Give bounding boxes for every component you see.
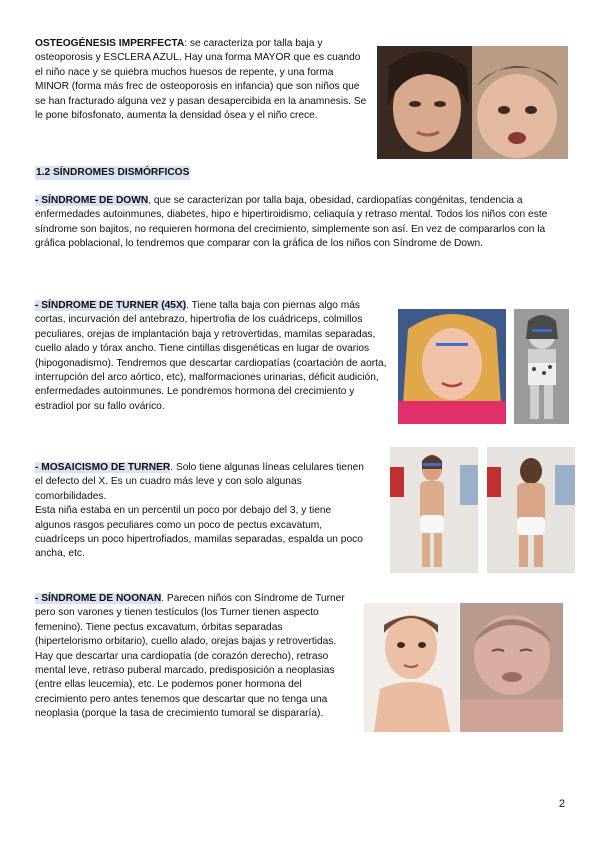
oi-body: : se caracteriza por talla baja y osteoporosis y ESCLERA AZUL. Hay una forma MAYOR que es cuando el niño nace y se quiebra muchos huesos de repente, y una forma MINOR (forma más frec de osteoporosis en infancia) que son niños que se han fracturado alguna vez y pasan desapercibida en la anamnesis. Se le pone bifosfonato, aumenta la densidad ósea y el niño crece.: [35, 38, 367, 122]
mosaic-paragraph: [35, 461, 369, 562]
page-number: 2: [558, 798, 565, 810]
noonan-photo-infant: [460, 603, 563, 732]
mosaic-title: - MOSAICISMO DE TURNER: [35, 462, 171, 473]
down-body: , que se caracterizan por talla baja, obesidad, cardiopatías congénitas, tendencia a enfermedades autoinmunes, diabetes, hipo e hipertiroidismo, celiaquía y retraso mental. Todos los niños con este síndrome son bajitos, no requieren hormona del crecimiento, simplemente son así. En vez de compararlos con la gráfica poblacional, lo tendremos que comparar con la gráfica de los niños con Síndrome de Down.: [35, 195, 548, 250]
mosaic-photo-back: [487, 447, 575, 573]
oi-title: OSTEOGÉNESIS IMPERFECTA: [35, 38, 185, 49]
mosaic-body: . Solo tiene algunas líneas celulares tienen el defecto del X. Es un cuadro más leve y con solo algunas comorbilidades.: [35, 462, 364, 502]
down-paragraph: [35, 194, 567, 252]
oi-photo-mother-child: [377, 46, 568, 159]
mosaic-body-2: Esta niña estaba en un percentil un poco por debajo del 3, y tiene algunos rasgos peculiares como un poco de pectus excavatum, cuadríceps un poco hipertrofiados, mamilas separadas, espalda un poco ancha, etc.: [35, 505, 363, 560]
mosaic-photo-front: [390, 447, 478, 573]
turner-paragraph: [35, 299, 391, 414]
down-title: - SÍNDROME DE DOWN: [35, 195, 149, 206]
turner-photo-body: [514, 309, 569, 424]
oi-paragraph: [35, 37, 370, 123]
noonan-title: - SÍNDROME DE NOONAN: [35, 593, 162, 604]
turner-title: - SÍNDROME DE TURNER (45X): [35, 300, 187, 311]
noonan-photo-boy: [364, 603, 459, 732]
turner-body: . Tiene talla baja con piernas algo más cortas, incurvación del antebrazo, hipertrofia de los cuádriceps, colmillos peculiares, orejas de implantación baja y retrovertidas, mamilas separadas, cuello alado y tórax ancho. Tiene cintillas disgenéticas en lugar de ovarios (hipogonadismo). Tendremos que descartar cardiopatías (coartación de aorta, interrupción del arco aórtico, etc), malformaciones urinarias, déficit audición, enfermedades autoinmunes. Le pondremos hormona del crecimiento y estradiol por su fallo ovárico.: [35, 300, 387, 412]
section-heading: 1.2 SÍNDROMES DISMÓRFICOS: [35, 166, 190, 180]
turner-photo-face: [398, 309, 506, 424]
noonan-paragraph: [35, 592, 351, 722]
noonan-body: . Parecen niños con Síndrome de Turner pero son varones y tienen testículos (los Turner tienen aspecto femenino). Tiene pectus excavatum, órbitas separadas (hipertelorismo orbitario), cuello alado, orejas bajas y retrovertidas. Hay que descartar una cardiopatía (de corazón derecho), retraso mental leve, retraso puberal marcado, predisposición a neoplasias (entre ellas leucemia), etc. Le podemos poner hormona del crecimiento pero antes tenemos que descartar que no tenga una neoplasia (porque la tasa de crecimiento tumoral se dispararía).: [35, 593, 345, 720]
